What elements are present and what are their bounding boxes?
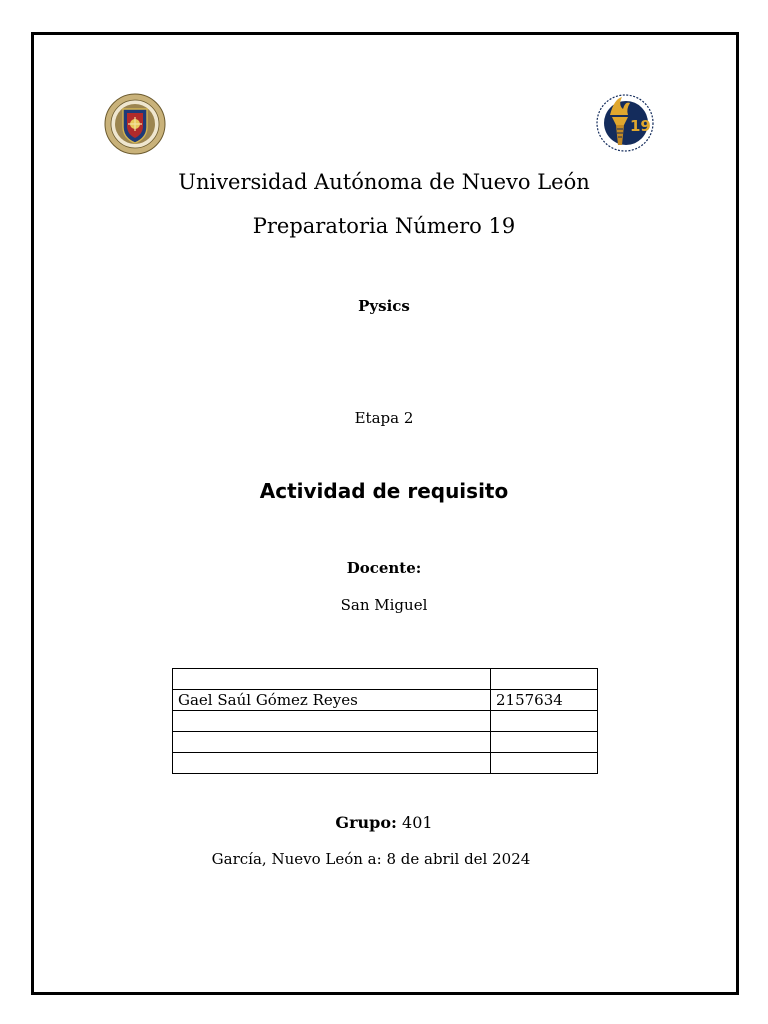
table-row	[173, 732, 598, 753]
table-row	[173, 690, 598, 711]
table-row	[173, 753, 598, 774]
group-label: Grupo:	[335, 813, 397, 832]
school-title: Preparatoria Número 19	[252, 214, 516, 238]
student-id-cell	[491, 711, 598, 732]
activity-title: Actividad de requisito	[259, 479, 509, 503]
group-line	[0, 813, 768, 832]
table-row	[173, 669, 598, 690]
student-name-cell	[173, 711, 491, 732]
subject-title: Pysics	[358, 297, 410, 315]
teacher-label: Docente:	[346, 559, 422, 577]
prepa-19-torch-icon	[592, 91, 654, 153]
student-name-cell: Gael Saúl Gómez Reyes	[173, 690, 491, 711]
svg-text:19: 19	[630, 117, 651, 135]
teacher-name: San Miguel	[340, 596, 428, 614]
uanl-seal-icon	[104, 93, 166, 155]
university-title: Universidad Autónoma de Nuevo León	[178, 170, 590, 194]
student-name-cell	[173, 732, 491, 753]
place-date: García, Nuevo León a: 8 de abril del 2024	[211, 850, 531, 868]
stage-label: Etapa 2	[354, 409, 414, 427]
student-id-cell	[491, 753, 598, 774]
student-id-cell: 2157634	[491, 690, 598, 711]
table-row	[173, 711, 598, 732]
group-value: 401	[402, 813, 433, 832]
student-name-cell	[173, 669, 491, 690]
student-id-cell	[491, 732, 598, 753]
students-table	[172, 668, 598, 774]
student-name-cell	[173, 753, 491, 774]
student-id-cell	[491, 669, 598, 690]
